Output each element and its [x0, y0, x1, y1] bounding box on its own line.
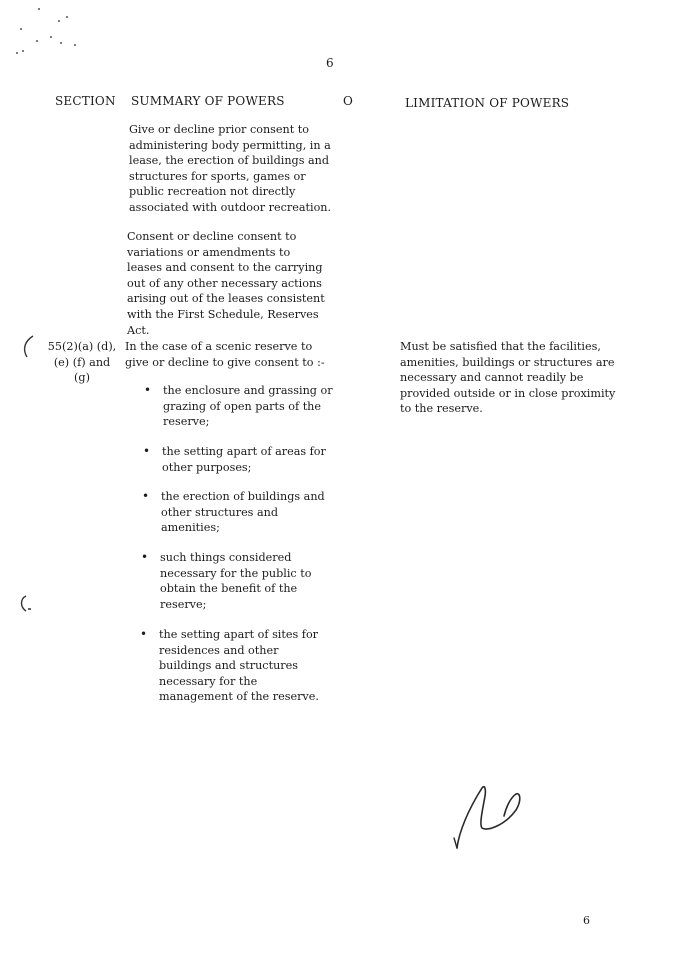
handwritten-initials-signature	[448, 780, 528, 852]
column-header-section: SECTION	[55, 94, 116, 108]
bullet-text: the setting apart of sites for residences and other buildings and structures necessary for the management of the reserve.	[159, 628, 319, 704]
bullet-text: the erection of buildings and other structures and amenities;	[161, 490, 325, 535]
bullet-item	[140, 627, 319, 705]
bullet-dot-icon: •	[140, 627, 148, 641]
bullet-dot-icon: •	[143, 444, 151, 458]
bullet-dot-icon: •	[144, 383, 152, 397]
bullet-item	[143, 444, 337, 475]
margin-bracket-mark	[18, 334, 38, 360]
summary-paragraph-prior-consent: Give or decline prior consent to administering body permitting, in a lease, the erection of buildings and structures for sports, games or public recreation not directly associated with outdoor recreation.	[129, 123, 332, 214]
summary-paragraph-lease-variations: Consent or decline consent to variations or amendments to leases and consent to the carrying out of any other necessary actions arising out of the leases consistent with the First Schedule, Reserves Act.	[127, 230, 325, 337]
column-header-limitation: LIMITATION OF POWERS	[405, 96, 570, 110]
bullet-item	[142, 489, 326, 536]
section-reference: 55(2)(a) (d), (e) (f) and (g)	[47, 340, 117, 385]
bullet-item	[144, 383, 338, 430]
bullet-text: such things considered necessary for the public to obtain the benefit of the reserve;	[160, 551, 312, 611]
bullet-text: the enclosure and grassing or grazing of open parts of the reserve;	[163, 384, 333, 429]
column-header-summary: SUMMARY OF POWERS	[131, 94, 285, 108]
column-header-mark: O	[343, 94, 354, 108]
page-number-bottom: 6	[583, 914, 590, 927]
bullet-item	[141, 550, 320, 612]
summary-intro-scenic-reserve: In the case of a scenic reserve to give or decline to give consent to :-	[125, 340, 325, 369]
limitation-text: Must be satisfied that the facilities, amenities, buildings or structures are necessary and cannot readily be provided outside or in close proximity to the reserve.	[400, 340, 616, 416]
page-number-top: 6	[326, 56, 334, 70]
bullet-text: the setting apart of areas for other purposes;	[162, 445, 326, 474]
bullet-dot-icon: •	[142, 489, 150, 503]
margin-bracket-mark-lower	[16, 594, 40, 614]
bullet-dot-icon: •	[141, 550, 149, 564]
